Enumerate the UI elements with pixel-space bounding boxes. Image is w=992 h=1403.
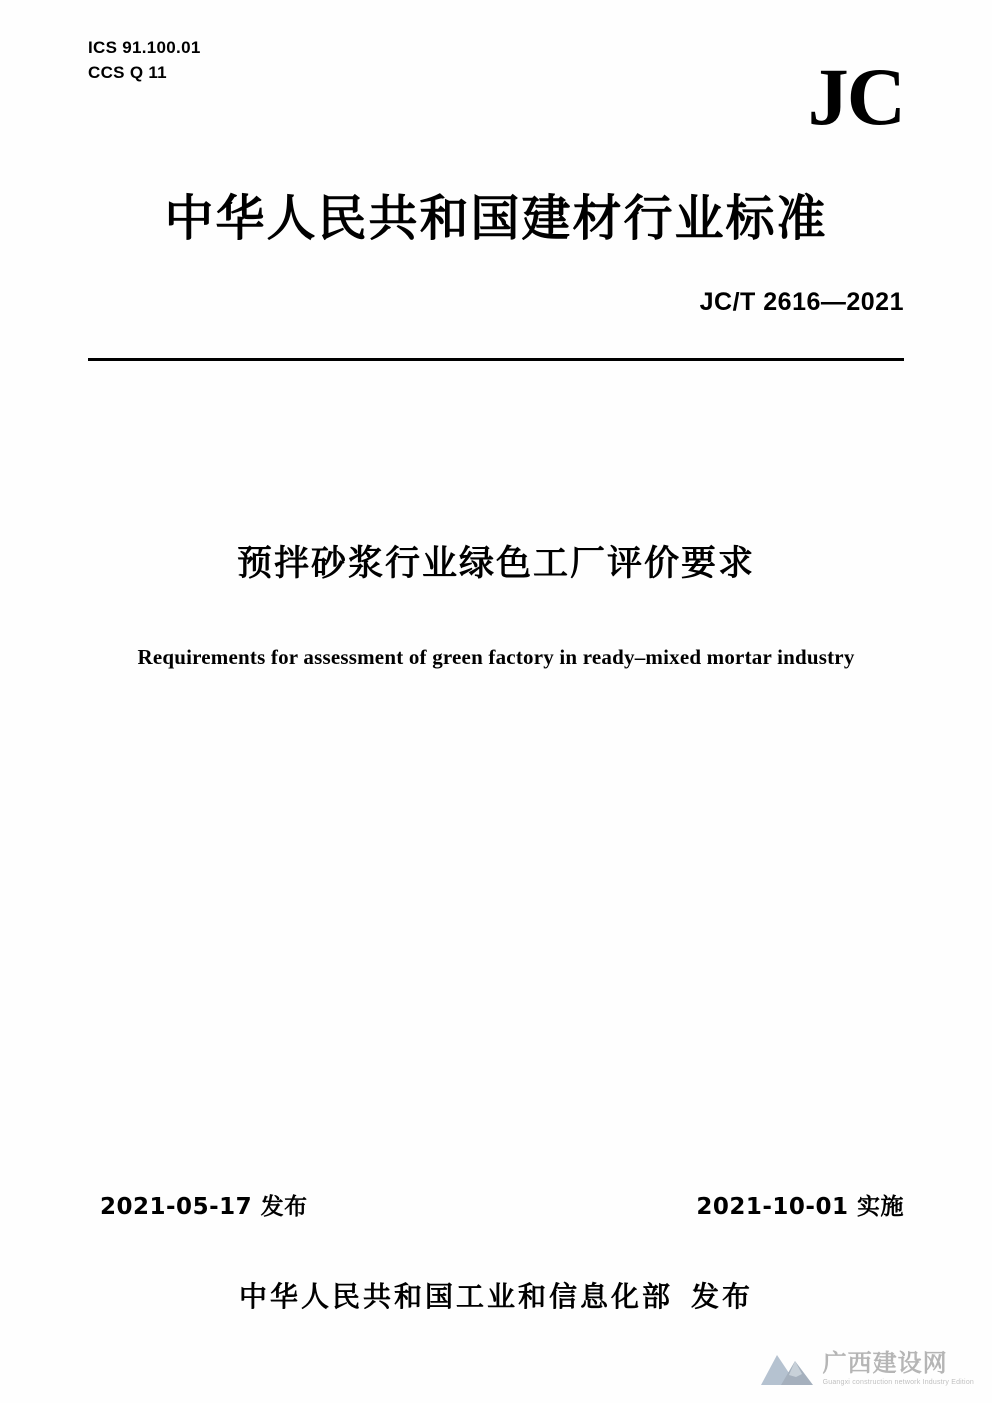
header-divider bbox=[88, 358, 904, 361]
issuer-verb: 发布 bbox=[691, 1280, 754, 1313]
watermark bbox=[759, 1349, 974, 1389]
mountain-logo-icon bbox=[759, 1349, 815, 1389]
watermark-chinese: 广西建设网 bbox=[822, 1349, 948, 1378]
document-title-english: Requirements for assessment of green factory in ready–mixed mortar industry bbox=[137, 645, 855, 669]
issue-date: 2021-05-17 发布 bbox=[100, 1194, 308, 1220]
authority-title: 中华人民共和国建材行业标准 bbox=[164, 190, 828, 247]
document-title-chinese: 预拌砂浆行业绿色工厂评价要求 bbox=[236, 544, 755, 584]
ccs-code: CCS Q 11 bbox=[88, 62, 167, 82]
jc-logo: JC bbox=[807, 51, 904, 142]
effective-date: 2021-10-01 实施 bbox=[696, 1194, 904, 1220]
standard-number: JC/T 2616—2021 bbox=[699, 288, 904, 316]
watermark-english: Guangxi construction network Industry Edition bbox=[822, 1379, 974, 1387]
issuer-name: 中华人民共和国工业和信息化部 bbox=[238, 1280, 673, 1313]
ics-code: ICS 91.100.01 bbox=[88, 38, 201, 57]
issuing-organization bbox=[0, 1275, 992, 1315]
watermark-text bbox=[823, 1351, 974, 1387]
classification-codes bbox=[88, 36, 201, 85]
